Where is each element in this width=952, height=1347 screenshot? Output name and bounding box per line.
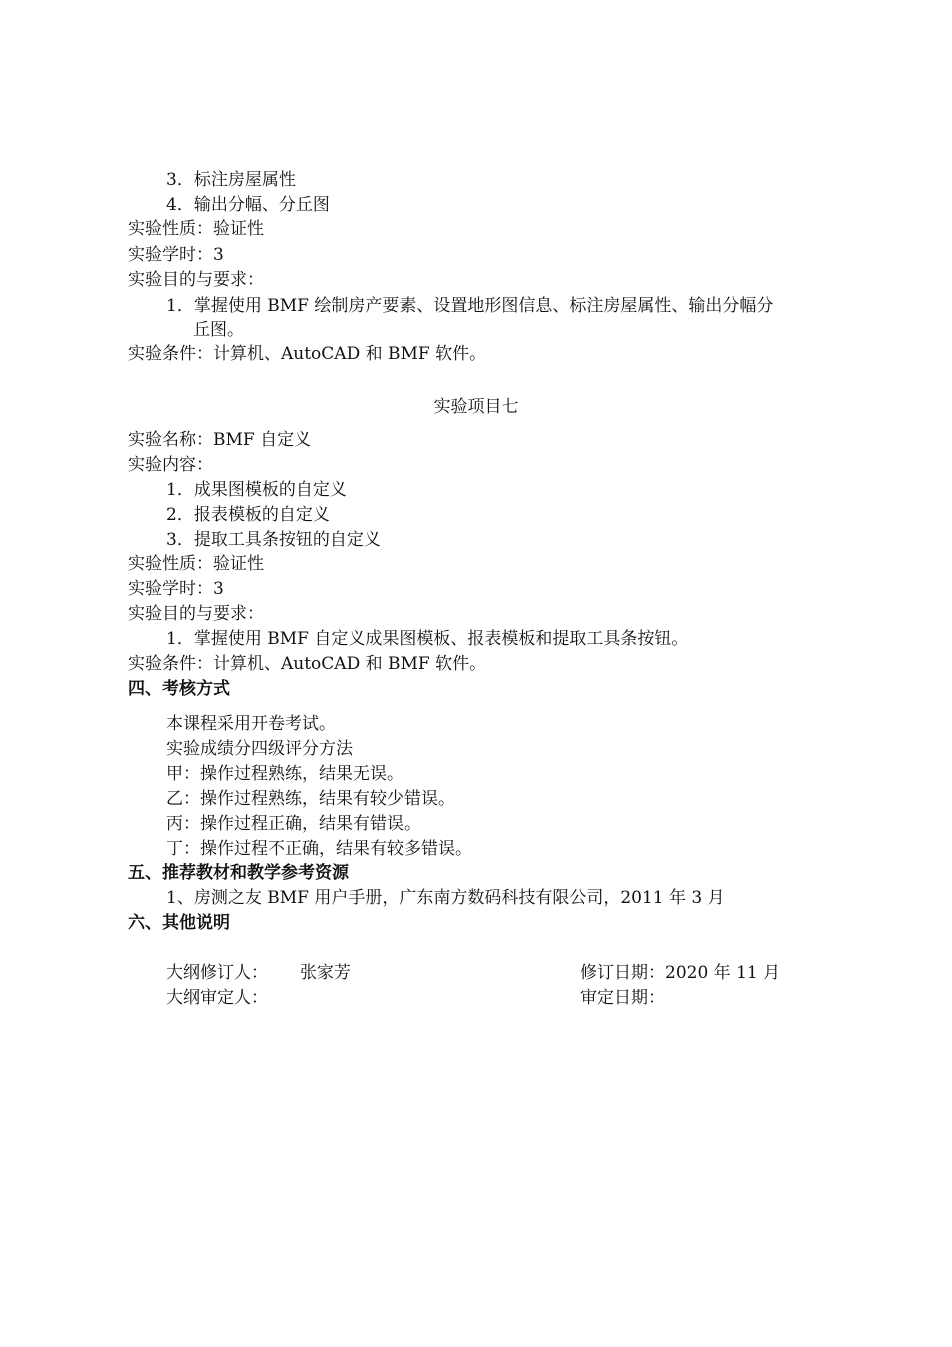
section4-line-3: 甲：操作过程熟练，结果无误。 — [166, 764, 404, 784]
reviser-label: 大纲修订人： — [166, 963, 268, 983]
experiment-conditions: 实验条件：计算机、AutoCAD 和 BMF 软件。 — [128, 344, 487, 364]
section5-line: 1、房测之友 BMF 用户手册，广东南方数码科技有限公司，2011 年 3 月 — [166, 888, 725, 908]
project7-goal-item: 1．掌握使用 BMF 自定义成果图模板、报表模板和提取工具条按钮。 — [166, 629, 689, 649]
revise-date: 修订日期：2020 年 11 月 — [580, 963, 781, 983]
experiment-nature: 实验性质：验证性 — [128, 219, 264, 239]
project7-heading: 实验项目七 — [433, 397, 519, 417]
experiment-goal-item-cont: 丘图。 — [193, 320, 244, 340]
project7-goal-label: 实验目的与要求： — [128, 604, 264, 624]
section4-line-5: 丙：操作过程正确，结果有错误。 — [166, 814, 421, 834]
section5-title: 五、推荐教材和教学参考资源 — [128, 863, 349, 883]
section4-line-4: 乙：操作过程熟练，结果有较少错误。 — [166, 789, 455, 809]
experiment-hours: 实验学时：3 — [128, 245, 224, 265]
experiment-goal-label: 实验目的与要求： — [128, 270, 264, 290]
section4-line-2: 实验成绩分四级评分方法 — [166, 739, 353, 759]
project7-nature: 实验性质：验证性 — [128, 554, 264, 574]
section6-title: 六、其他说明 — [128, 913, 230, 933]
approve-date: 审定日期： — [580, 988, 665, 1008]
project7-item-3: 3．提取工具条按钮的自定义 — [166, 530, 381, 550]
project7-conditions: 实验条件：计算机、AutoCAD 和 BMF 软件。 — [128, 654, 487, 674]
project7-name: 实验名称：BMF 自定义 — [128, 430, 312, 450]
experiment-goal-item: 1．掌握使用 BMF 绘制房产要素、设置地形图信息、标注房屋属性、输出分幅分 — [166, 296, 774, 316]
project7-hours: 实验学时：3 — [128, 579, 224, 599]
section4-title: 四、考核方式 — [128, 679, 230, 699]
project7-content-label: 实验内容： — [128, 455, 213, 475]
section4-line-6: 丁：操作过程不正确，结果有较多错误。 — [166, 839, 472, 859]
reviser-name: 张家芳 — [300, 963, 351, 983]
content-item-4: 4．输出分幅、分丘图 — [166, 195, 330, 215]
project7-item-2: 2．报表模板的自定义 — [166, 505, 330, 525]
content-item-3: 3．标注房屋属性 — [166, 170, 296, 190]
section4-line-1: 本课程采用开卷考试。 — [166, 714, 336, 734]
approver-label: 大纲审定人： — [166, 988, 268, 1008]
project7-item-1: 1．成果图模板的自定义 — [166, 480, 347, 500]
